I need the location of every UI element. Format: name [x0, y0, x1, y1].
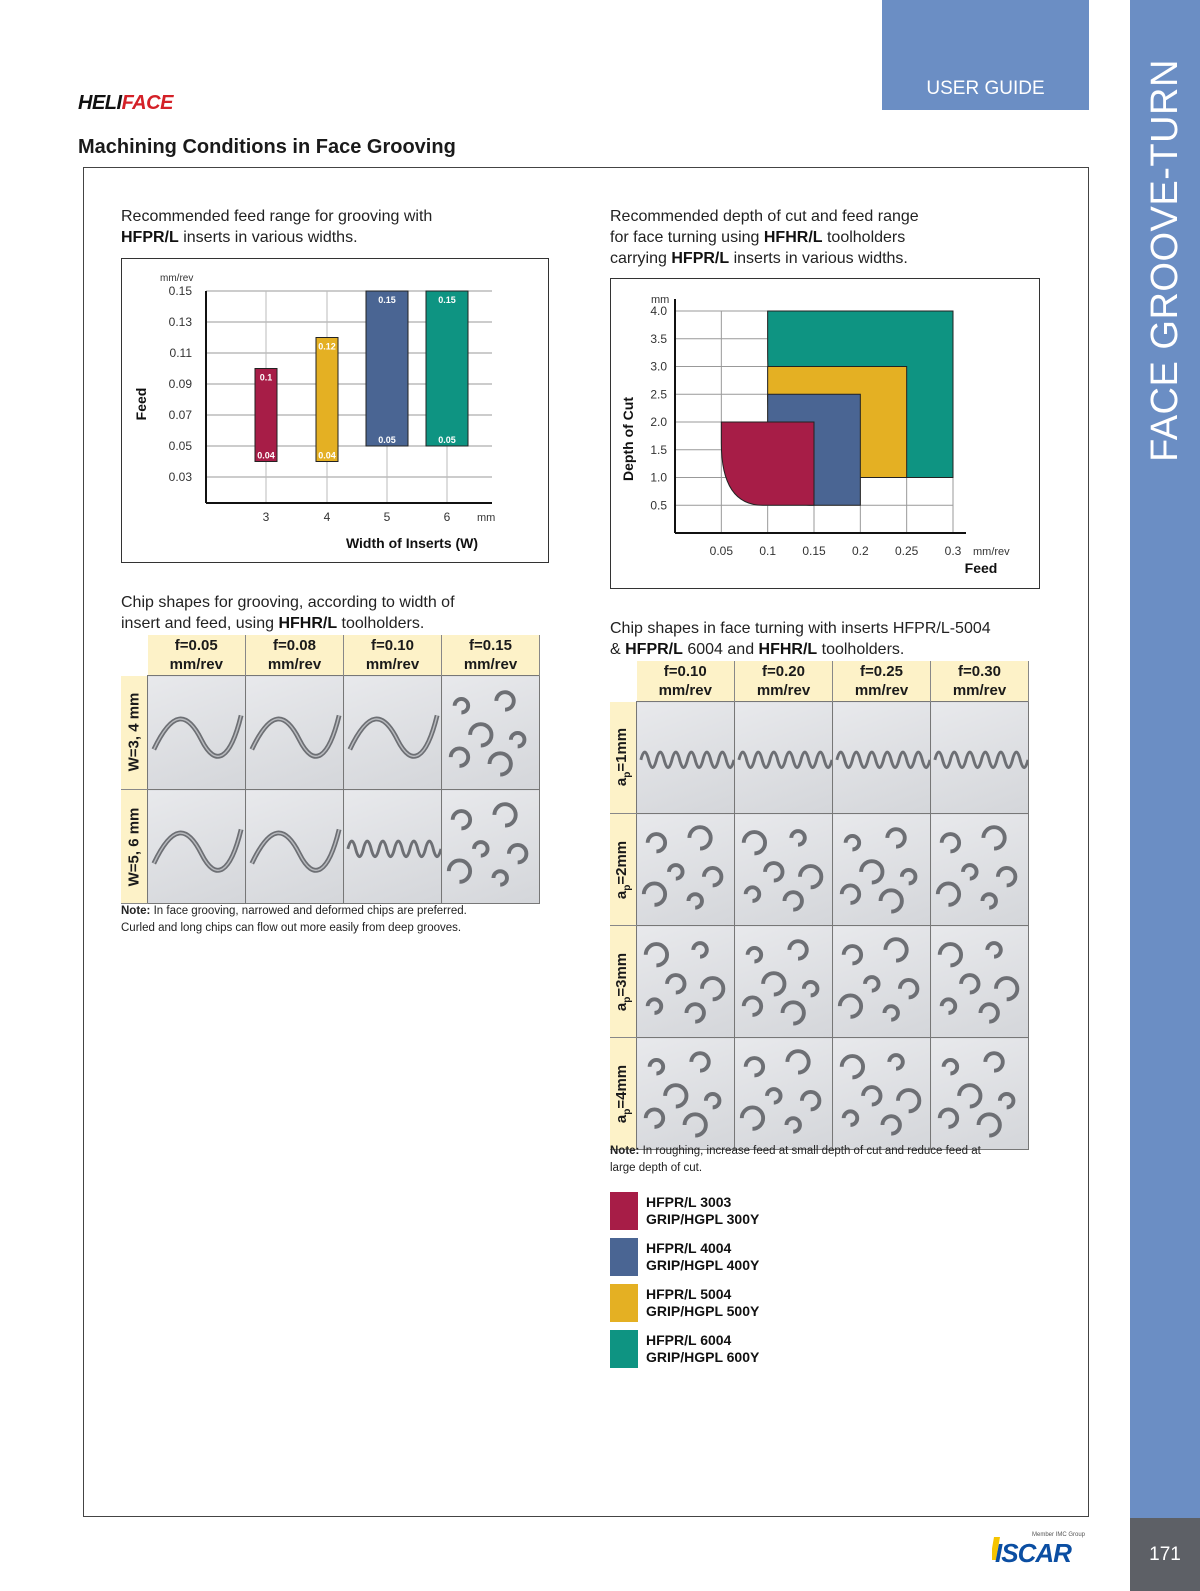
turning-chip-photo: [735, 814, 833, 926]
heliface-logo: HELIFACE: [78, 92, 173, 114]
feed-y-tick: 0.03: [168, 470, 192, 484]
turning-chip-photo: [637, 1038, 735, 1150]
grooving-chip-photo: [148, 676, 246, 790]
grooving-chip-photo: [442, 790, 540, 904]
feed-x-tick: 5: [383, 510, 391, 524]
grooving-chip-photo: [246, 676, 344, 790]
turning-row-header: $a_p=2mm$: [610, 814, 637, 926]
turning-note: Note: In roughing, increase feed at small depth of cut and reduce feed at large depth of cut.: [610, 1145, 981, 1174]
feed-bar-min-label: 0.05: [438, 435, 456, 445]
turning-chip-photo: [637, 814, 735, 926]
feed-y-label: Feed: [133, 387, 149, 421]
feed-x-label: Width of Inserts (W): [345, 535, 479, 551]
turning-chip-photo: [833, 1038, 931, 1150]
feed-bar-w4: [316, 338, 338, 462]
turning-chip-photo: [931, 926, 1029, 1038]
depth-y-tick: 2.0: [650, 415, 667, 429]
legend-item: HFPR/L 5004 GRIP/HGPL 500Y: [610, 1284, 759, 1322]
page-title: Machining Conditions in Face Grooving: [78, 136, 456, 158]
depth-chart: [610, 278, 1040, 589]
grooving-chips-caption: Chip shapes for grooving, according to width of insert and feed, using HFHR/L toolholders.: [121, 594, 455, 632]
feed-bar-w5: [366, 291, 408, 446]
feed-bar-max-label: 0.15: [378, 295, 396, 305]
grooving-chips-table: [121, 635, 540, 904]
feed-bar-max-label: 0.15: [438, 295, 456, 305]
turning-chips-grid: [610, 661, 1029, 1150]
grooving-row: [121, 676, 540, 790]
legend-swatch: [610, 1192, 638, 1230]
legend-item: HFPR/L 3003 GRIP/HGPL 300Y: [610, 1192, 759, 1230]
turning-row-header: $a_p=4mm$: [610, 1038, 637, 1150]
turning-col-header: f=0.20 mm/rev: [735, 661, 833, 702]
turning-chip-photo: [637, 926, 735, 1038]
feed-x-tick: 4: [323, 510, 331, 524]
depth-x-tick: 0.25: [894, 544, 919, 558]
feed-x-unit: mm: [477, 512, 496, 524]
turning-chip-photo: [931, 702, 1029, 814]
grooving-chip-photo: [344, 676, 442, 790]
depth-y-tick: 4.0: [650, 304, 667, 318]
feed-bar-min-label: 0.04: [318, 450, 336, 461]
depth-y-tick: 3.0: [650, 359, 667, 374]
depth-x-unit: mm/rev: [973, 546, 1010, 558]
legend-swatch: [610, 1238, 638, 1276]
turning-chip-photo: [637, 702, 735, 814]
grooving-note: Note: In face grooving, narrowed and deformed chips are preferred. Curled and long chips can flow out more easily from deep grooves.: [121, 905, 467, 934]
feed-y-unit: mm/rev: [160, 273, 194, 284]
depth-x-tick: 0.2: [851, 544, 869, 558]
feed-y-tick: 0.07: [168, 408, 192, 422]
turning-col-header: f=0.30 mm/rev: [931, 661, 1029, 702]
turning-chip-photo: [833, 926, 931, 1038]
turning-chip-photo: [931, 1038, 1029, 1150]
feed-bar-min-label: 0.04: [257, 450, 275, 461]
feed-bar-min-label: 0.05: [378, 435, 396, 445]
depth-y-tick: 1.5: [650, 442, 667, 457]
grooving-col-header: f=0.10 mm/rev: [344, 635, 442, 676]
grooving-chip-photo: [344, 790, 442, 904]
depth-x-tick: 0.1: [759, 544, 777, 558]
svg-text:ISCAR: ISCAR: [995, 1538, 1071, 1565]
grooving-row: [121, 790, 540, 904]
depth-y-tick: 2.5: [650, 387, 667, 402]
depth-y-tick: 0.5: [650, 498, 667, 513]
grooving-chip-photo: [148, 790, 246, 904]
feed-x-tick: 3: [262, 510, 270, 524]
iscar-logo: [992, 1525, 1092, 1570]
feed-y-tick: 0.05: [168, 439, 192, 453]
turning-col-header: f=0.25 mm/rev: [833, 661, 931, 702]
turning-row: [610, 1038, 1029, 1150]
turning-row: [610, 702, 1029, 814]
grooving-col-header: f=0.05 mm/rev: [148, 635, 246, 676]
legend-swatch: [610, 1330, 638, 1368]
feed-y-tick: 0.09: [168, 377, 192, 391]
feed-y-tick: 0.15: [168, 284, 192, 298]
turning-chip-photo: [735, 926, 833, 1038]
grooving-col-header: f=0.08 mm/rev: [246, 635, 344, 676]
turning-col-header: f=0.10 mm/rev: [637, 661, 735, 702]
feed-bar-w6: [426, 291, 468, 446]
feed-chart: [121, 258, 549, 563]
page-number: 171: [1130, 1518, 1200, 1591]
turning-chip-photo: [833, 814, 931, 926]
feed-y-tick: 0.11: [169, 346, 192, 360]
legend-swatch: [610, 1284, 638, 1322]
turning-chip-photo: [735, 702, 833, 814]
grooving-chips-grid: [121, 635, 540, 904]
depth-x-label: Feed: [964, 560, 998, 576]
feed-chart-svg: [122, 259, 548, 562]
turning-row: [610, 926, 1029, 1038]
depth-x-tick: 0.05: [709, 544, 734, 558]
depth-y-label: Depth of Cut: [620, 397, 636, 481]
grooving-row-header: W=3, 4 mm: [121, 676, 148, 790]
feed-bar-max-label: 0.12: [318, 341, 336, 352]
legend-item: HFPR/L 6004 GRIP/HGPL 600Y: [610, 1330, 759, 1368]
depth-region-red: [721, 422, 814, 505]
depth-y-tick: 3.5: [650, 331, 667, 346]
svg-text:Member IMC Group: Member IMC Group: [1032, 1532, 1086, 1538]
feed-y-tick: 0.13: [168, 315, 192, 329]
turning-chip-photo: [931, 814, 1029, 926]
feed-bar-max-label: 0.1: [259, 372, 273, 383]
legend-item: HFPR/L 4004 GRIP/HGPL 400Y: [610, 1238, 759, 1276]
grooving-chip-photo: [442, 676, 540, 790]
turning-chips-table: [610, 661, 1029, 1150]
section-tab-label: USER GUIDE: [926, 78, 1045, 99]
section-tab: [882, 0, 1089, 110]
color-legend: [610, 1192, 759, 1376]
grooving-chip-photo: [246, 790, 344, 904]
turning-row-header: $a_p=1mm$: [610, 702, 637, 814]
turning-row-header: $a_p=3mm$: [610, 926, 637, 1038]
depth-y-tick: 1.0: [650, 470, 667, 485]
turning-chip-photo: [735, 1038, 833, 1150]
depth-x-tick: 0.15: [802, 544, 826, 558]
depth-x-tick: 0.3: [944, 544, 962, 558]
feed-chart-caption: Recommended feed range for grooving with HFPR/L inserts in various widths.: [121, 208, 433, 246]
turning-chip-photo: [833, 702, 931, 814]
feed-x-tick: 6: [443, 510, 451, 524]
depth-chart-caption: Recommended depth of cut and feed range for face turning using HFHR/L toolholders carrying HFPR/L inserts in various widths.: [610, 208, 919, 267]
turning-row: [610, 814, 1029, 926]
side-title: FACE GROOVE-TURN: [1143, 58, 1186, 462]
grooving-col-header: f=0.15 mm/rev: [442, 635, 540, 676]
turning-chips-caption: Chip shapes in face turning with inserts HFPR/L-5004 & HFPR/L 6004 and HFHR/L toolholders.: [610, 620, 991, 658]
depth-y-unit: mm: [651, 294, 670, 306]
depth-chart-svg: [611, 279, 1039, 588]
grooving-row-header: W=5, 6 mm: [121, 790, 148, 904]
